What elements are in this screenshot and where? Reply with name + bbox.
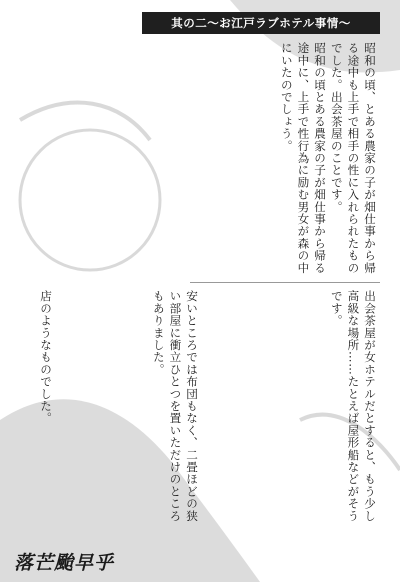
text-column-top-left: 昭和の頃とある農家の子が畑仕事から帰る途中に、上手で性行為に励む男女が森の中にいたのでしょう。 <box>279 42 327 274</box>
text-column-top-right: 昭和の頃、とある農家の子が畑仕事から帰る途中も上手で相手の性に入れられたものでした。出会茶屋のことです。 <box>329 42 377 274</box>
text-column-tail: 店のようなものでした。 <box>39 290 53 425</box>
text-column-bottom-left: 安いところでは布団もなく、二畳ほどの狭い部屋に衝立ひとつを置いただけのところもありました。 <box>151 290 199 522</box>
divider <box>190 282 380 283</box>
page-title: 其の二〜お江戸ラブホテル事情〜 <box>142 12 380 34</box>
text-column-bottom-right: 出会茶屋が女ホテルだとすると、もう少し高級な場所……たとえば屋形船などがそうです。 <box>329 290 377 522</box>
author-signature: 落芒颱早乎 <box>14 552 115 574</box>
